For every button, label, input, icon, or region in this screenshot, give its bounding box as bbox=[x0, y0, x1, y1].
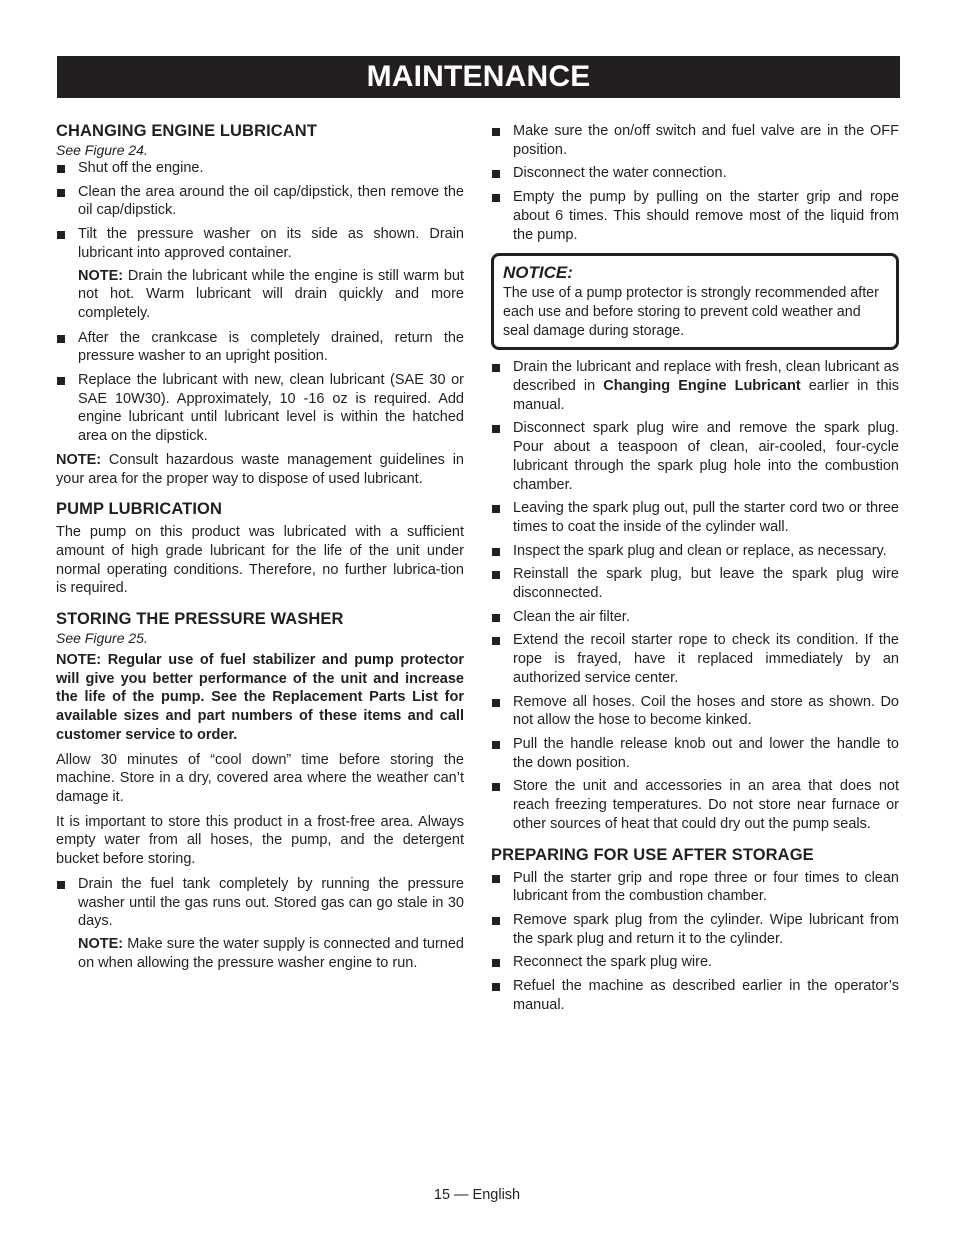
square-bullet-icon bbox=[492, 194, 500, 202]
list-item-text: Replace the lubricant with new, clean lubricant (SAE 30 or SAE 10W30). Approximately, 10 -16 oz is required. Add engine lubricant until lubricant level is within the hatched area on the dipstick. bbox=[78, 372, 464, 445]
list-item bbox=[491, 499, 899, 536]
list-item-text: Clean the area around the oil cap/dipstick, then remove the oil cap/dipstick. bbox=[78, 183, 464, 219]
square-bullet-icon bbox=[57, 165, 65, 173]
square-bullet-icon bbox=[492, 983, 500, 991]
note-label: NOTE: bbox=[78, 267, 124, 284]
notice-box bbox=[491, 253, 899, 350]
cross-reference: Changing Engine Lubricant bbox=[603, 378, 801, 395]
square-bullet-icon bbox=[492, 959, 500, 967]
section-title: CHANGING ENGINE LUBRICANT bbox=[56, 122, 317, 140]
list-item-text: Shut off the engine. bbox=[78, 160, 204, 176]
list-item-text: Drain the fuel tank completely by running the pressure washer until the gas runs out. Stored gas can go stale in 30 days. bbox=[78, 875, 464, 930]
square-bullet-icon bbox=[57, 335, 65, 343]
square-bullet-icon bbox=[492, 614, 500, 622]
bold-note: NOTE: Regular use of fuel stabilizer and pump protector will give you better performance of the unit and increase the life of the pump. See the Replacement Parts List for available sizes and part numbers of these items and call customer service to order. bbox=[56, 652, 464, 743]
square-bullet-icon bbox=[57, 231, 65, 239]
square-bullet-icon bbox=[492, 637, 500, 645]
bullet-list bbox=[491, 122, 899, 244]
section-preparing-after-storage bbox=[491, 846, 899, 1015]
list-item bbox=[491, 608, 899, 627]
note-text: Drain the lubricant while the engine is still warm but not hot. Warm lubricant will drain quickly and more completely. bbox=[78, 267, 464, 321]
square-bullet-icon bbox=[492, 783, 500, 791]
list-item-text: Remove spark plug from the cylinder. Wipe lubricant from the spark plug and return it to the cylinder. bbox=[513, 911, 899, 947]
list-item-text: Remove all hoses. Coil the hoses and store as shown. Do not allow the hose to become kinked. bbox=[513, 693, 899, 729]
figure-reference: See Figure 24. bbox=[56, 142, 148, 158]
square-bullet-icon bbox=[57, 189, 65, 197]
note bbox=[56, 451, 464, 488]
list-item bbox=[491, 977, 899, 1014]
note bbox=[56, 267, 464, 323]
list-item bbox=[491, 358, 899, 414]
list-item-text: Reconnect the spark plug wire. bbox=[513, 954, 713, 971]
list-item bbox=[491, 953, 899, 972]
section-title: PUMP LUBRICATION bbox=[56, 500, 222, 519]
list-item bbox=[491, 542, 899, 561]
square-bullet-icon bbox=[492, 875, 500, 883]
square-bullet-icon bbox=[57, 377, 65, 385]
list-item-text: earlier in this manual. bbox=[513, 378, 899, 413]
paragraph: It is important to store this product in a frost-free area. Always empty water from all hoses, the pump, and the detergent bucket before storing. bbox=[56, 813, 464, 868]
right-column bbox=[491, 122, 899, 1026]
square-bullet-icon bbox=[492, 505, 500, 513]
list-item-text: Empty the pump by pulling on the starter grip and rope about 6 times. This should remove most of the liquid from the pump. bbox=[513, 189, 899, 243]
list-item-text: Leaving the spark plug out, pull the starter cord two or three times to coat the inside of the cylinder wall. bbox=[513, 500, 899, 535]
page-footer: 15 — English bbox=[433, 1187, 521, 1203]
list-item-text: Pull the starter grip and rope three or four times to clean lubricant from the combustion chamber. bbox=[513, 869, 899, 905]
note-text: Consult hazardous waste management guidelines in your area for the proper way to dispose of used lubricant. bbox=[56, 451, 464, 487]
list-item-text: Clean the air filter. bbox=[513, 608, 630, 625]
list-item bbox=[491, 869, 899, 906]
list-item-text: Disconnect spark plug wire and remove the spark plug. Pour about a teaspoon of clean, air-cooled, four-cycle lubricant through the spark plug hole into the combustion chamber. bbox=[513, 420, 899, 493]
note-label: NOTE: bbox=[78, 935, 124, 952]
bullet-list bbox=[56, 159, 464, 263]
list-item-text: Store the unit and accessories in an area that does not reach freezing temperatures. Do not store near furnace or other sources of heat that could dry out the pump seals. bbox=[513, 778, 899, 832]
list-item bbox=[491, 911, 899, 948]
note-text: Make sure the water supply is connected and turned on when allowing the pressure washer engine to run. bbox=[78, 935, 464, 971]
square-bullet-icon bbox=[492, 128, 500, 136]
list-item bbox=[491, 419, 899, 494]
list-item bbox=[56, 159, 464, 178]
section-pump-lubrication bbox=[56, 500, 464, 598]
square-bullet-icon bbox=[492, 170, 500, 178]
list-item-text: Extend the recoil starter rope to check its condition. If the rope is frayed, have it replaced immediately by an authorized service center. bbox=[513, 632, 899, 686]
list-item bbox=[56, 225, 464, 262]
list-item bbox=[491, 164, 899, 183]
square-bullet-icon bbox=[492, 741, 500, 749]
list-item-text: Tilt the pressure washer on its side as shown. Drain lubricant into approved container. bbox=[78, 226, 464, 261]
figure-reference: See Figure 25. bbox=[56, 630, 148, 647]
square-bullet-icon bbox=[492, 917, 500, 925]
square-bullet-icon bbox=[57, 881, 65, 889]
list-item-text: Pull the handle release knob out and lower the handle to the down position. bbox=[513, 735, 899, 771]
list-item bbox=[491, 777, 899, 833]
section-title: PREPARING FOR USE AFTER STORAGE bbox=[491, 845, 814, 864]
list-item-text: Disconnect the water connection. bbox=[513, 165, 727, 182]
bullet-list bbox=[491, 358, 899, 833]
square-bullet-icon bbox=[492, 699, 500, 707]
left-column bbox=[56, 122, 464, 984]
paragraph: Allow 30 minutes of “cool down” time before storing the machine. Store in a dry, covered area where the weather can’t damage it. bbox=[56, 751, 464, 805]
square-bullet-icon bbox=[492, 571, 500, 579]
list-item-text: After the crankcase is completely drained, return the pressure washer to an upright position. bbox=[78, 329, 464, 365]
notice-title: NOTICE: bbox=[503, 263, 573, 283]
bullet-list bbox=[56, 875, 464, 931]
list-item bbox=[491, 735, 899, 772]
list-item bbox=[491, 565, 899, 602]
list-item bbox=[56, 183, 464, 220]
square-bullet-icon bbox=[492, 364, 500, 372]
bullet-list bbox=[491, 869, 899, 1015]
square-bullet-icon bbox=[492, 425, 500, 433]
list-item-text: Reinstall the spark plug, but leave the spark plug wire disconnected. bbox=[513, 566, 899, 602]
list-item-text: Make sure the on/off switch and fuel valve are in the OFF position. bbox=[513, 123, 899, 158]
page-title-banner: MAINTENANCE bbox=[57, 56, 900, 98]
list-item bbox=[56, 875, 464, 931]
square-bullet-icon bbox=[492, 548, 500, 556]
list-item bbox=[491, 122, 899, 159]
bullet-list bbox=[56, 329, 464, 446]
list-item-text: Inspect the spark plug and clean or replace, as necessary. bbox=[513, 542, 887, 559]
list-item bbox=[491, 188, 899, 244]
list-item bbox=[491, 693, 899, 730]
list-item-text: Refuel the machine as described earlier in the operator’s manual. bbox=[513, 978, 899, 1013]
paragraph: The pump on this product was lubricated with a sufficient amount of high grade lubricant for the life of the unit under normal operating conditions. Therefore, no further lubrica-tion is required. bbox=[56, 524, 464, 597]
note-label: NOTE: bbox=[56, 451, 102, 468]
section-storing-pressure-washer bbox=[56, 610, 464, 972]
note bbox=[56, 935, 464, 972]
list-item bbox=[56, 329, 464, 366]
list-item bbox=[491, 631, 899, 687]
notice-text: The use of a pump protector is strongly recommended after each use and before storing to prevent cold weather and seal damage during storage. bbox=[503, 285, 879, 339]
section-title: STORING THE PRESSURE WASHER bbox=[56, 610, 344, 629]
list-item bbox=[56, 371, 464, 446]
list-item-text: Drain the lubricant and replace with fresh, clean lubricant as described in bbox=[513, 359, 899, 395]
section-changing-engine-lubricant bbox=[56, 122, 464, 488]
